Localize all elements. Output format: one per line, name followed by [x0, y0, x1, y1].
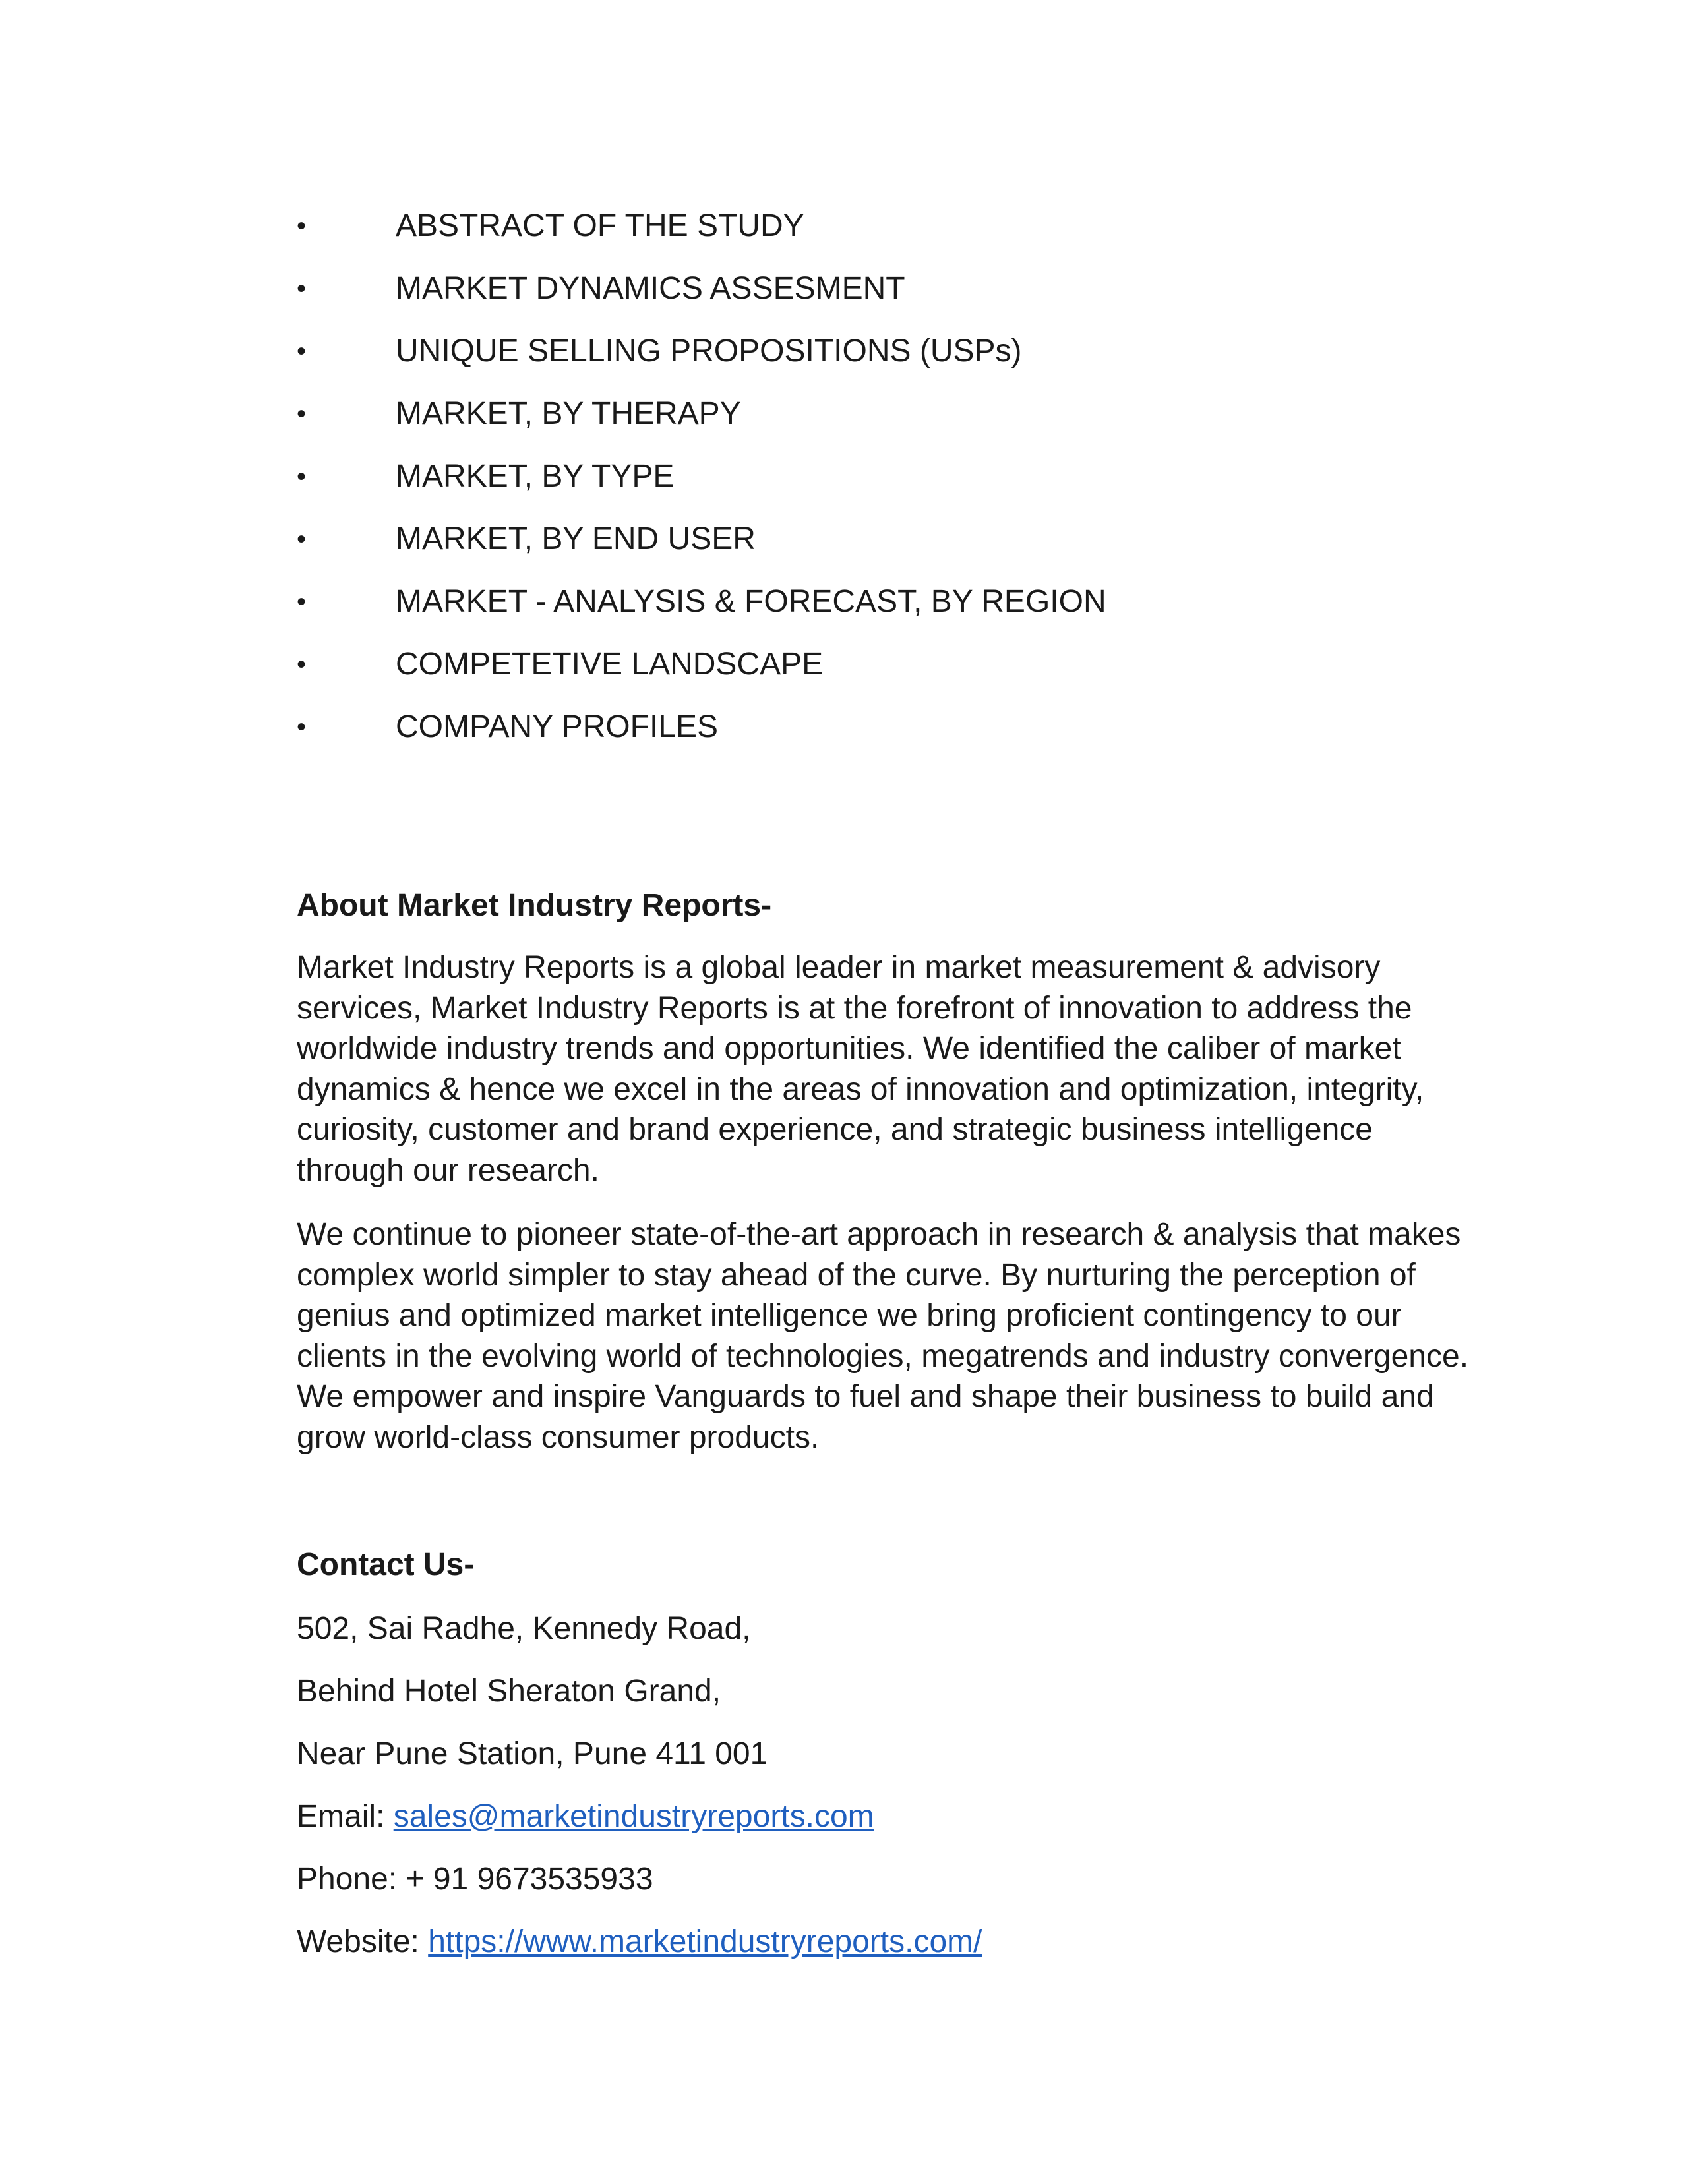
- address-line: 502, Sai Radhe, Kennedy Road,: [297, 1611, 751, 1646]
- toc-item-label: MARKET - ANALYSIS & FORECAST, BY REGION: [396, 583, 1106, 619]
- about-paragraph: We continue to pioneer state-of-the-art approach in research & analysis that makes complex world simpler to stay ahead of the curve. By nurturing the perception of genius and optimized market intelligence we bring proficient contingency to our clients in the evolving world of technologies, megatrends and industry convergence. We empower and inspire Vanguards to fuel and shape their business to build and grow world-class consumer products.: [297, 1217, 1469, 1455]
- bullet-icon: •: [297, 399, 307, 428]
- bullet-icon: •: [297, 461, 307, 491]
- about-paragraph: Market Industry Reports is a global leader in market measurement & advisory services, Market Industry Reports is at the forefront of innovation to address the worldwide industry trends and opportunities. We identified the caliber of market dynamics & hence we excel in the areas of innovation and optimization, integrity, curiosity, customer and brand experience, and strategic business intelligence through our research.: [297, 950, 1424, 1188]
- bullet-icon: •: [297, 649, 307, 679]
- about-heading: About Market Industry Reports-: [297, 888, 772, 923]
- address-line: Behind Hotel Sheraton Grand,: [297, 1674, 721, 1709]
- email-label: Email:: [297, 1799, 394, 1834]
- toc-item: [297, 508, 1106, 570]
- toc-item: [297, 382, 1106, 445]
- toc-item: [297, 194, 1106, 257]
- bullet-icon: •: [297, 274, 307, 303]
- address-line: Near Pune Station, Pune 411 001: [297, 1736, 768, 1771]
- toc-item: [297, 570, 1106, 633]
- toc-item: [297, 445, 1106, 508]
- toc-item: [297, 695, 1106, 758]
- toc-item-label: MARKET DYNAMICS ASSESMENT: [396, 270, 905, 306]
- toc-item-label: MARKET, BY THERAPY: [396, 396, 741, 431]
- bullet-icon: •: [297, 587, 307, 616]
- bullet-icon: •: [297, 211, 307, 241]
- bullet-icon: •: [297, 524, 307, 554]
- toc-item-label: MARKET, BY END USER: [396, 521, 756, 556]
- toc-item-label: UNIQUE SELLING PROPOSITIONS (USPs): [396, 333, 1022, 369]
- toc-item-label: COMPANY PROFILES: [396, 709, 718, 744]
- email-line: [297, 1801, 874, 1833]
- bullet-icon: •: [297, 336, 307, 366]
- toc-item-label: MARKET, BY TYPE: [396, 458, 675, 494]
- website-link[interactable]: https://www.marketindustryreports.com/: [428, 1924, 982, 1959]
- website-line: [297, 1926, 982, 1958]
- table-of-contents-list: [297, 194, 1106, 758]
- toc-item: [297, 257, 1106, 320]
- phone-line: Phone: + 91 9673535933: [297, 1862, 653, 1897]
- email-link[interactable]: sales@marketindustryreports.com: [393, 1799, 874, 1834]
- toc-item: [297, 633, 1106, 695]
- toc-item-label: ABSTRACT OF THE STUDY: [396, 208, 804, 243]
- contact-heading: Contact Us-: [297, 1547, 475, 1582]
- toc-item-label: COMPETETIVE LANDSCAPE: [396, 646, 824, 682]
- bullet-icon: •: [297, 712, 307, 742]
- toc-item: [297, 320, 1106, 382]
- website-label: Website:: [297, 1924, 429, 1959]
